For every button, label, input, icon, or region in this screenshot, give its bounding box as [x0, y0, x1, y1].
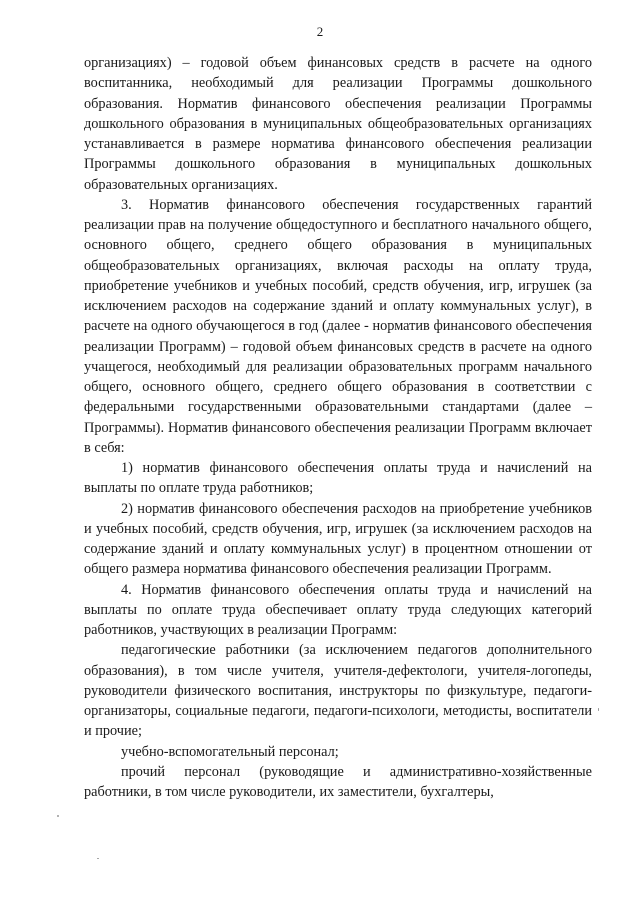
- paragraph-continuation: организациях) – годовой объем финансовых средств в расчете на одного воспитанника, необходимый для реализации Программы дошкольного образования. Норматив финансового обеспечения реализации Программы дошкольного образования в муниципальных общеобразовательных организациях устанавливается в размере норматива финансового обеспечения реализации Программы дошкольного образования в муниципальных дошкольных образовательных организациях.: [84, 55, 592, 193]
- paragraph-item-4: 4. Норматив финансового обеспечения оплаты труда и начислений на выплаты по оплате труда обеспечивает оплату труда следующих категорий работников, участвующих в реализации Программ:: [84, 581, 592, 638]
- paragraph-subitem-2: 2) норматив финансового обеспечения расходов на приобретение учебников и учебных пособий, средств обучения, игр, игрушек (за исключением расходов на содержание зданий и оплату коммунальных услуг) в процентном отношении от общего размера норматива финансового обеспечения реализации Программ.: [84, 500, 592, 578]
- paragraph-other-staff: прочий персонал (руководящие и административно-хозяйственные работники, в том числе руководители, их заместители, бухгалтеры,: [84, 763, 592, 800]
- paragraph-support-staff: учебно-вспомогательный персонал;: [121, 743, 339, 760]
- paragraph-teachers: педагогические работники (за исключением педагогов дополнительного образования), в том числе учителя, учителя-дефектологи, учителя-логопеды, руководители физического воспитания, инструкторы по физкультуре, педагоги-организаторы, социальные педагоги, педагоги-психологи, методисты, воспитатели и прочие;: [84, 642, 592, 740]
- document-body: [84, 53, 592, 802]
- paragraph-subitem-1: 1) норматив финансового обеспечения оплаты труда и начислений на выплаты по оплате труда работников;: [84, 460, 592, 497]
- scan-speck: [57, 815, 59, 817]
- scan-speck: [598, 708, 599, 711]
- scan-speck: [97, 858, 99, 859]
- page-number: 2: [316, 24, 324, 39]
- paragraph-item-3: 3. Норматив финансового обеспечения государственных гарантий реализации прав на получение общедоступного и бесплатного начального общего, основного общего, среднего общего образования в муниципальных общеобразовательных организациях, включая расходы на оплату труда, приобретение учебников и учебных пособий, средств обучения, игр, игрушек (за исключением расходов на содержание зданий и оплату коммунальных услуг), в расчете на одного обучающегося в год (далее - норматив финансового обеспечения реализации Программ) – годовой объем финансовых средств в расчете на одного учащегося, необходимый для реализации образовательных программ начального общего, основного общего, среднего общего образования в соответствии с федеральными государственными образовательными стандартами (далее – Программы). Норматив финансового обеспечения реализации Программ включает в себя:: [84, 196, 592, 456]
